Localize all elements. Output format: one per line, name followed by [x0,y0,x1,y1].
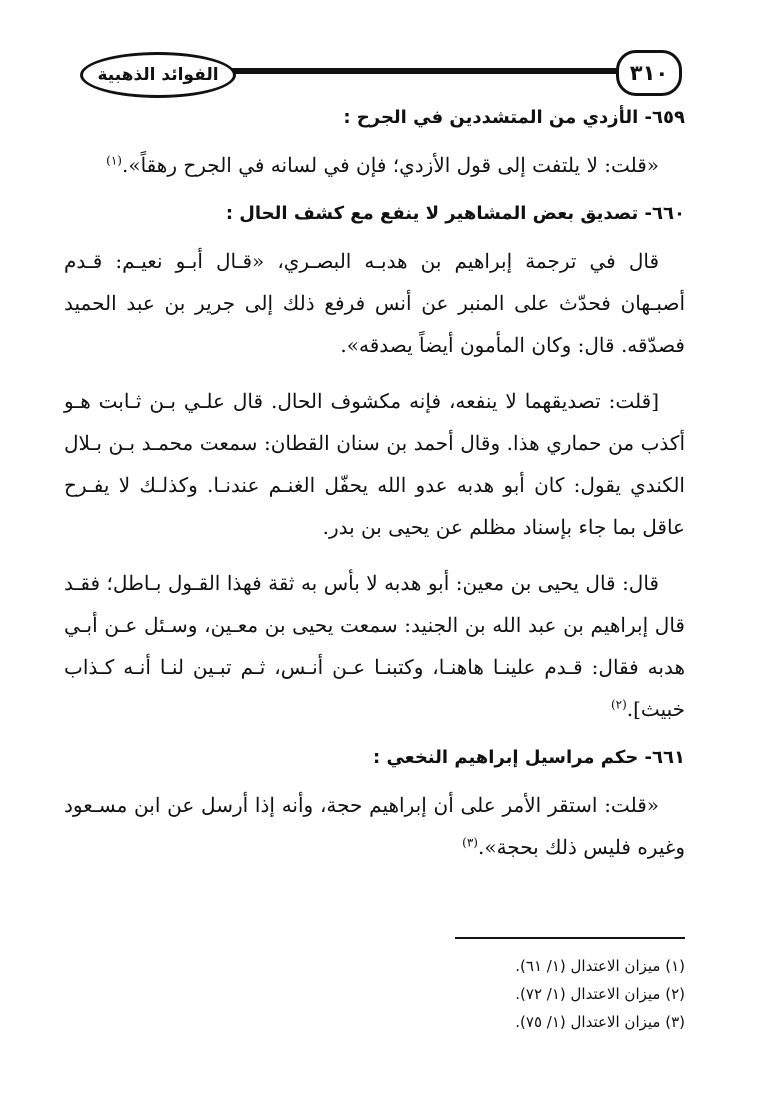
paragraph-text: «قلت: استقر الأمر على أن إبراهيم حجة، وأنه إذا أرسل عن ابن مسـعود وغيره فليس ذلك بحجة». [64,793,685,859]
footnote-ref: (٣) [462,835,478,850]
paragraph [64,380,685,548]
page-header [64,46,686,100]
paragraph [64,144,685,186]
paragraph-text: قال: قال يحيى بن معين: أبو هدبه لا بأس به ثقة فهذا القـول بـاطل؛ فقـد قال إبراهيم بن عبد الله بن الجنيد: سمعت يحيى بن معـين، وسـئل عـن أبـي هدبه فقال: قـدم علينـا هاهنـا، وكتبنـا عـن أنـس، ثـم تبـين لنـا أنـه كـذاب خبيث]. [64,571,685,721]
section-660 [64,200,685,730]
book-title-badge [80,52,236,98]
footnote-item: (٣) ميزان الاعتدال (١/ ٧٥). [515,1013,685,1031]
section-heading: ٦٥٩- الأزدي من المتشددين في الجرح : [343,107,685,128]
paragraph-text: قال في ترجمة إبراهيم بن هدبـه البصـري، «قـال أبـو نعيـم: قـدم أصبـهان فحدّث على المنبر عن أنس فرفع ذلك إلى جرير بن عبد الحميد فصدّقه. قال: وكان المأمون أيضاً يصدقه». [64,249,685,357]
page-number-badge [616,50,682,96]
paragraph-text: «قلت: لا يلتفت إلى قول الأزدي؛ فإن في لسانه في الجرح رهقاً». [121,153,659,177]
page-content [64,104,685,882]
page-number: ٣١٠ [629,61,669,85]
paragraph [64,240,685,366]
footnote-divider [455,937,685,939]
header-rule [224,68,634,74]
footnotes [64,952,685,1036]
footnote-ref: (٢) [610,697,627,712]
section-659 [64,104,685,186]
footnote-item: (١) ميزان الاعتدال (١/ ٦١). [515,957,685,975]
section-661 [64,744,685,868]
section-heading: ٦٦١- حكم مراسيل إبراهيم النخعي : [372,747,685,768]
section-heading: ٦٦٠- تصديق بعض المشاهير لا ينفع مع كشف الحال : [225,203,685,224]
footnote-ref: (١) [106,153,122,168]
paragraph [64,562,685,730]
footnote-item: (٢) ميزان الاعتدال (١/ ٧٢). [515,985,685,1003]
paragraph [64,784,685,868]
paragraph-text: [قلت: تصديقهما لا ينفعه، فإنه مكشوف الحال. قال علـي بـن ثـابت هـو أكذب من حماري هذا. وقال أحمد بن سنان القطان: سمعت محمـد بـن بـلال الكندي يقول: كان أبو هدبه عدو الله يحفّل الغنـم عندنـا. وكذلـك لا يفـرح عاقل بما جاء بإسناد مظلم عن يحيى بن بدر. [64,389,685,539]
book-title: الفوائد الذهبية [97,65,219,85]
